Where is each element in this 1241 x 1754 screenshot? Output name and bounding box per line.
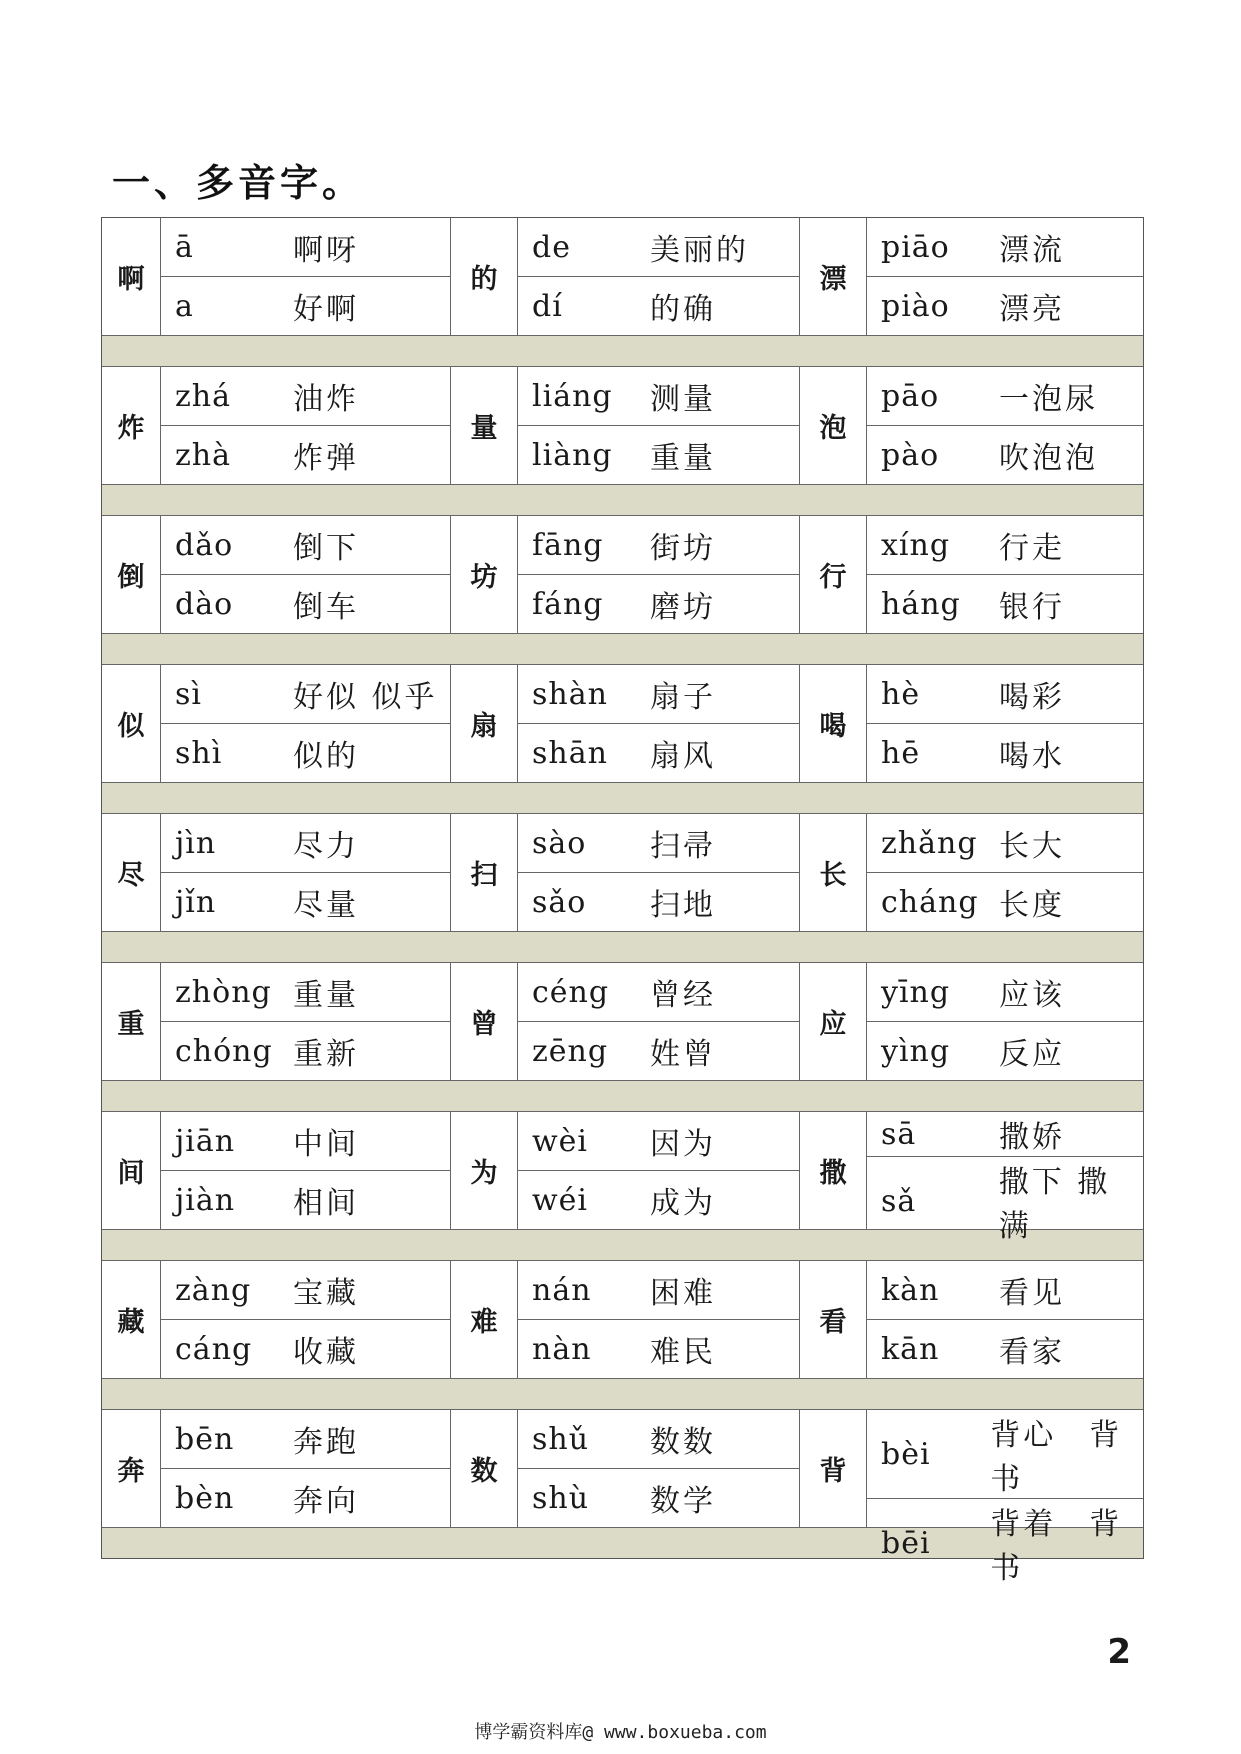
table-row <box>102 814 1143 932</box>
reading-list <box>867 963 1143 1080</box>
example-word: 长度 <box>999 888 1065 923</box>
example-word: 奔向 <box>293 1484 359 1519</box>
pinyin: zēng <box>532 1033 609 1069</box>
reading-list <box>518 367 799 484</box>
polyphone-entry <box>102 1261 451 1378</box>
polyphone-character: 曾 <box>451 963 518 1080</box>
reading-list <box>867 1410 1143 1586</box>
reading-row <box>161 963 450 1022</box>
polyphone-entry <box>800 665 1143 782</box>
pinyin: hē <box>881 735 921 771</box>
pinyin: chóng <box>175 1033 273 1069</box>
table-row <box>102 963 1143 1081</box>
example-word: 扇子 <box>650 680 716 715</box>
reading-row <box>867 516 1143 575</box>
example-word: 因为 <box>650 1127 716 1162</box>
pinyin: xíng <box>881 527 951 563</box>
polyphone-character: 奔 <box>102 1410 161 1527</box>
reading-row <box>161 277 450 335</box>
example-word: 炸弹 <box>293 441 359 476</box>
polyphone-character: 的 <box>451 218 518 335</box>
reading-row <box>867 963 1143 1022</box>
polyphone-character: 长 <box>800 814 867 931</box>
example-word: 街坊 <box>650 531 716 566</box>
reading-row <box>161 873 450 931</box>
reading-row <box>518 367 799 426</box>
example-word: 奔跑 <box>293 1425 359 1460</box>
polyphone-entry <box>800 1261 1143 1378</box>
pinyin: bèi <box>881 1436 931 1472</box>
reading-row <box>867 665 1143 724</box>
pinyin: dào <box>175 586 234 622</box>
reading-list <box>161 1112 450 1229</box>
page-number: 2 <box>1107 1632 1131 1672</box>
pinyin: shàn <box>532 676 608 712</box>
reading-row <box>867 1261 1143 1320</box>
pinyin: wèi <box>532 1123 589 1159</box>
reading-row <box>867 367 1143 426</box>
example-word: 看家 <box>999 1335 1065 1370</box>
table-row <box>102 218 1143 336</box>
footer-watermark: 博学霸资料库@ www.boxueba.com <box>474 1722 767 1743</box>
example-word: 吹泡泡 <box>999 441 1098 476</box>
example-word: 姓曾 <box>650 1037 716 1072</box>
pinyin: liáng <box>532 378 613 414</box>
pinyin: piào <box>881 288 950 324</box>
polyphone-entry <box>451 1112 800 1229</box>
polyphone-character: 量 <box>451 367 518 484</box>
pinyin: hè <box>881 676 921 712</box>
example-word: 扫帚 <box>650 829 716 864</box>
reading-row <box>161 218 450 277</box>
table-row <box>102 367 1143 485</box>
row-separator <box>102 634 1143 665</box>
example-word: 漂亮 <box>999 292 1065 327</box>
reading-list <box>161 367 450 484</box>
example-word: 啊呀 <box>293 233 359 268</box>
reading-list <box>867 814 1143 931</box>
polyphone-character: 扇 <box>451 665 518 782</box>
polyphone-character: 为 <box>451 1112 518 1229</box>
polyphone-character: 数 <box>451 1410 518 1527</box>
example-word: 尽力 <box>293 829 359 864</box>
example-word: 油炸 <box>293 382 359 417</box>
reading-row <box>518 963 799 1022</box>
example-word: 重量 <box>650 441 716 476</box>
pinyin: yìng <box>881 1033 951 1069</box>
reading-row <box>518 575 799 633</box>
pinyin: háng <box>881 586 961 622</box>
polyphone-character: 藏 <box>102 1261 161 1378</box>
reading-row <box>161 1112 450 1171</box>
reading-row <box>161 1261 450 1320</box>
reading-list <box>867 665 1143 782</box>
polyphone-entry <box>800 1112 1143 1244</box>
reading-row <box>161 516 450 575</box>
reading-row <box>867 218 1143 277</box>
reading-row <box>161 426 450 484</box>
reading-row <box>518 516 799 575</box>
polyphone-entry <box>102 367 451 484</box>
reading-row <box>161 724 450 782</box>
pinyin: kān <box>881 1331 940 1367</box>
reading-row <box>161 1320 450 1378</box>
polyphone-character: 间 <box>102 1112 161 1229</box>
reading-list <box>518 1261 799 1378</box>
pinyin: zhòng <box>175 974 272 1010</box>
polyphone-character: 尽 <box>102 814 161 931</box>
pinyin: dí <box>532 288 563 324</box>
reading-list <box>867 516 1143 633</box>
reading-list <box>518 1410 799 1527</box>
pinyin: ā <box>175 229 194 265</box>
pinyin: shù <box>532 1480 590 1516</box>
reading-row <box>161 1171 450 1229</box>
polyphone-entry <box>451 814 800 931</box>
polyphone-character: 坊 <box>451 516 518 633</box>
polyphone-character: 炸 <box>102 367 161 484</box>
pinyin: pào <box>881 437 940 473</box>
reading-list <box>867 367 1143 484</box>
reading-row <box>161 814 450 873</box>
reading-row <box>518 1171 799 1229</box>
pinyin: céng <box>532 974 610 1010</box>
pinyin: shǔ <box>532 1421 590 1457</box>
pinyin: sào <box>532 825 587 861</box>
example-word: 收藏 <box>293 1335 359 1370</box>
reading-row <box>867 724 1143 782</box>
reading-row <box>518 724 799 782</box>
polyphone-character: 倒 <box>102 516 161 633</box>
reading-row <box>161 1469 450 1527</box>
pinyin: yīng <box>881 974 951 1010</box>
page-title: 一、多音字。 <box>112 161 365 205</box>
example-word: 曾经 <box>650 978 716 1013</box>
reading-row <box>161 1410 450 1469</box>
reading-list <box>518 516 799 633</box>
polyphone-character: 喝 <box>800 665 867 782</box>
polyphone-character: 漂 <box>800 218 867 335</box>
example-word: 一泡尿 <box>999 382 1098 417</box>
pinyin: jiān <box>175 1123 236 1159</box>
reading-list <box>161 814 450 931</box>
polyphone-entry <box>800 367 1143 484</box>
pinyin: zhǎng <box>881 825 978 861</box>
polyphone-character: 泡 <box>800 367 867 484</box>
pinyin: bèn <box>175 1480 235 1516</box>
example-word: 撒下 撒满 <box>998 1165 1111 1244</box>
example-word: 喝水 <box>999 739 1065 774</box>
pinyin: sā <box>881 1116 917 1152</box>
pinyin: liàng <box>532 437 613 473</box>
example-word: 好啊 <box>293 292 359 327</box>
pinyin: wéi <box>532 1182 589 1218</box>
pinyin: bēn <box>175 1421 235 1457</box>
polyphone-entry <box>102 1410 451 1527</box>
polyphone-entry <box>451 963 800 1080</box>
example-word: 漂流 <box>999 233 1065 268</box>
reading-list <box>161 218 450 335</box>
example-word: 测量 <box>650 382 716 417</box>
pinyin: sǎ <box>881 1183 917 1219</box>
reading-list <box>161 1261 450 1378</box>
example-word: 成为 <box>650 1186 716 1221</box>
row-separator <box>102 485 1143 516</box>
pinyin: jìn <box>175 825 217 861</box>
polyphone-entry <box>451 1261 800 1378</box>
polyphone-character: 啊 <box>102 218 161 335</box>
pinyin: bēi <box>881 1525 931 1561</box>
pinyin: sǎo <box>532 884 587 920</box>
reading-row <box>518 218 799 277</box>
polyphone-character: 撒 <box>800 1112 867 1229</box>
reading-row <box>161 665 450 724</box>
reading-row <box>518 1112 799 1171</box>
reading-row <box>518 1469 799 1527</box>
example-word: 重量 <box>293 978 359 1013</box>
example-word: 似的 <box>293 739 359 774</box>
example-word: 好似 似乎 <box>293 680 438 715</box>
example-word: 撒娇 <box>999 1120 1065 1155</box>
example-word: 的确 <box>650 292 716 327</box>
pinyin: nàn <box>532 1331 592 1367</box>
polyphone-entry <box>800 516 1143 633</box>
polyphone-entry <box>102 665 451 782</box>
example-word: 相间 <box>293 1186 359 1221</box>
reading-row <box>867 1410 1143 1499</box>
example-word: 尽量 <box>293 888 359 923</box>
polyphone-entry <box>102 516 451 633</box>
polyphone-character: 背 <box>800 1410 867 1527</box>
reading-list <box>867 218 1143 335</box>
example-word: 反应 <box>999 1037 1065 1072</box>
reading-row <box>518 1022 799 1080</box>
example-word: 宝藏 <box>293 1276 359 1311</box>
polyphone-entry <box>800 814 1143 931</box>
reading-list <box>161 1410 450 1527</box>
row-separator <box>102 336 1143 367</box>
example-word: 重新 <box>293 1037 359 1072</box>
example-word: 数学 <box>650 1484 716 1519</box>
table-row <box>102 665 1143 783</box>
polyphone-entry <box>451 218 800 335</box>
polyphone-character: 难 <box>451 1261 518 1378</box>
reading-row <box>867 814 1143 873</box>
reading-list <box>161 963 450 1080</box>
pinyin: de <box>532 229 571 265</box>
reading-row <box>518 277 799 335</box>
reading-row <box>161 367 450 426</box>
reading-row <box>867 426 1143 484</box>
polyphone-character: 看 <box>800 1261 867 1378</box>
reading-row <box>518 814 799 873</box>
reading-row <box>867 1499 1143 1587</box>
reading-row <box>867 1320 1143 1378</box>
example-word: 倒车 <box>293 590 359 625</box>
example-word: 长大 <box>999 829 1065 864</box>
table-row <box>102 1410 1143 1586</box>
reading-row <box>867 1112 1143 1157</box>
example-word: 行走 <box>999 531 1065 566</box>
table-row <box>102 516 1143 634</box>
polyphone-entry <box>451 1410 800 1527</box>
reading-list <box>518 1112 799 1229</box>
reading-list <box>161 665 450 782</box>
pinyin: cháng <box>881 884 979 920</box>
pinyin: fāng <box>532 527 604 563</box>
reading-row <box>161 575 450 633</box>
pinyin: zàng <box>175 1272 252 1308</box>
pinyin: shì <box>175 735 223 771</box>
pinyin: piāo <box>881 229 950 265</box>
table-row <box>102 1261 1143 1379</box>
polyphone-character: 行 <box>800 516 867 633</box>
example-word: 难民 <box>650 1335 716 1370</box>
pinyin: jiàn <box>175 1182 236 1218</box>
row-separator <box>102 1081 1143 1112</box>
example-word: 应该 <box>999 978 1065 1013</box>
polyphone-character: 扫 <box>451 814 518 931</box>
reading-list <box>867 1261 1143 1378</box>
reading-row <box>161 1022 450 1080</box>
polyphone-character: 似 <box>102 665 161 782</box>
pinyin: zhà <box>175 437 232 473</box>
example-word: 喝彩 <box>999 680 1065 715</box>
reading-row <box>518 426 799 484</box>
pinyin: nán <box>532 1272 592 1308</box>
pinyin: dǎo <box>175 527 234 563</box>
example-word: 扇风 <box>650 739 716 774</box>
pinyin: sì <box>175 676 202 712</box>
example-word: 背着 背书 <box>990 1507 1123 1586</box>
reading-row <box>867 575 1143 633</box>
example-word: 困难 <box>650 1276 716 1311</box>
example-word: 银行 <box>999 590 1065 625</box>
reading-list <box>867 1112 1143 1244</box>
reading-list <box>518 218 799 335</box>
reading-row <box>518 1410 799 1469</box>
reading-row <box>518 665 799 724</box>
reading-row <box>867 873 1143 931</box>
example-word: 美丽的 <box>650 233 749 268</box>
polyphone-entry <box>451 665 800 782</box>
reading-row <box>518 1320 799 1378</box>
reading-list <box>518 814 799 931</box>
polyphonic-table <box>101 217 1144 1586</box>
example-word: 倒下 <box>293 531 359 566</box>
reading-list <box>161 516 450 633</box>
pinyin: a <box>175 288 194 324</box>
pinyin: fáng <box>532 586 604 622</box>
reading-list <box>518 665 799 782</box>
reading-list <box>518 963 799 1080</box>
polyphone-entry <box>800 218 1143 335</box>
pinyin: kàn <box>881 1272 940 1308</box>
polyphone-entry <box>451 367 800 484</box>
reading-row <box>867 277 1143 335</box>
table-row <box>102 1112 1143 1244</box>
pinyin: zhá <box>175 378 232 414</box>
polyphone-character: 重 <box>102 963 161 1080</box>
pinyin: cáng <box>175 1331 253 1367</box>
reading-row <box>867 1022 1143 1080</box>
polyphone-entry <box>800 963 1143 1080</box>
polyphone-entry <box>102 218 451 335</box>
reading-row <box>867 1157 1143 1245</box>
reading-row <box>518 1261 799 1320</box>
example-word: 看见 <box>999 1276 1065 1311</box>
example-word: 数数 <box>650 1425 716 1460</box>
row-separator <box>102 932 1143 963</box>
row-separator <box>102 1379 1143 1410</box>
polyphone-entry <box>451 516 800 633</box>
pinyin: shān <box>532 735 608 771</box>
polyphone-entry <box>102 814 451 931</box>
pinyin: jǐn <box>175 884 217 920</box>
polyphone-character: 应 <box>800 963 867 1080</box>
example-word: 中间 <box>293 1127 359 1162</box>
polyphone-entry <box>102 1112 451 1229</box>
example-word: 扫地 <box>650 888 716 923</box>
row-separator <box>102 783 1143 814</box>
polyphone-entry <box>800 1410 1143 1586</box>
reading-row <box>518 873 799 931</box>
pinyin: pāo <box>881 378 940 414</box>
example-word: 背心 背书 <box>990 1418 1123 1497</box>
example-word: 磨坊 <box>650 590 716 625</box>
polyphone-entry <box>102 963 451 1080</box>
